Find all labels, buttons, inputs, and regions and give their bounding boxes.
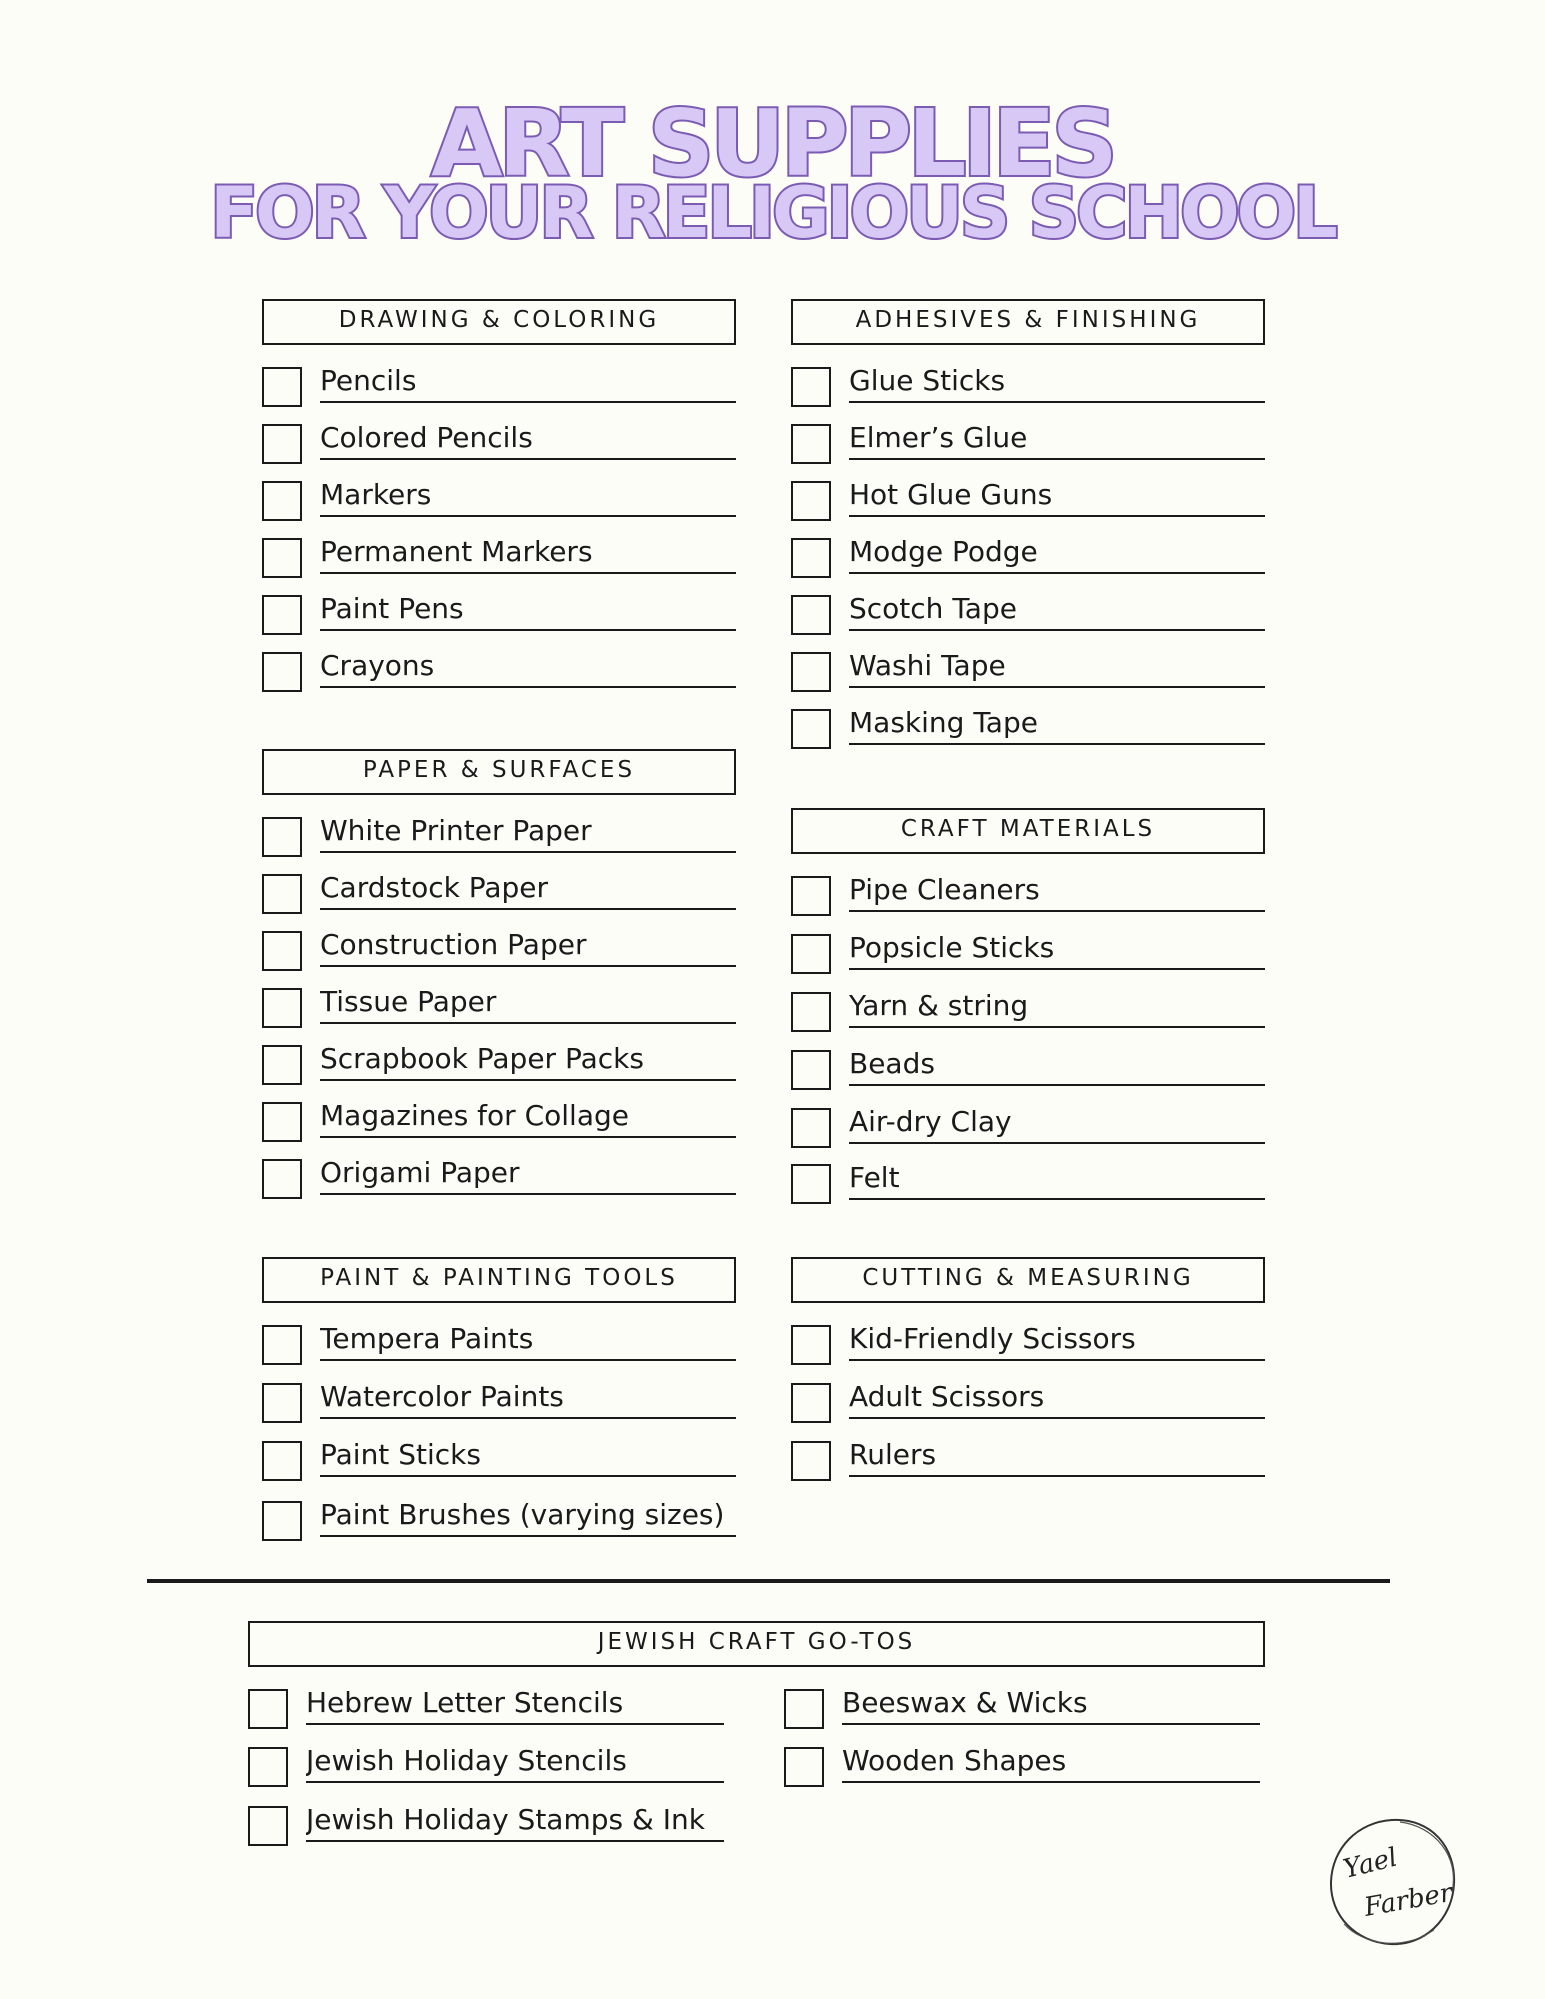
list-item — [248, 1737, 724, 1796]
item-label: Watercolor Paints — [320, 1377, 736, 1419]
checkbox[interactable] — [262, 1383, 302, 1423]
list-item — [791, 1315, 1265, 1373]
checkbox[interactable] — [791, 652, 831, 692]
list-item — [791, 357, 1265, 414]
list-item — [784, 1679, 1260, 1737]
checkbox[interactable] — [791, 1325, 831, 1365]
checkbox[interactable] — [262, 1325, 302, 1365]
checkbox[interactable] — [791, 481, 831, 521]
list-item — [262, 921, 736, 978]
item-label: Popsicle Sticks — [849, 928, 1265, 970]
checkbox[interactable] — [262, 1159, 302, 1199]
list-item — [262, 978, 736, 1035]
item-label: Pencils — [320, 361, 736, 403]
checkbox[interactable] — [262, 988, 302, 1028]
jewish-right-column — [784, 1679, 1260, 1796]
section-paint-tools — [262, 1257, 736, 1549]
list-item — [791, 585, 1265, 642]
section-header: PAINT & PAINTING TOOLS — [262, 1257, 736, 1303]
item-label: Washi Tape — [849, 646, 1265, 688]
item-label: Masking Tape — [849, 703, 1265, 745]
checkbox[interactable] — [262, 481, 302, 521]
jewish-left-column — [248, 1679, 724, 1854]
checkbox[interactable] — [791, 1108, 831, 1148]
list-item — [791, 1154, 1265, 1212]
list-item — [791, 1373, 1265, 1431]
item-label: Air-dry Clay — [849, 1102, 1265, 1144]
checkbox[interactable] — [262, 1441, 302, 1481]
section-header: JEWISH CRAFT GO-TOS — [248, 1621, 1265, 1667]
list-item — [262, 864, 736, 921]
checkbox[interactable] — [791, 367, 831, 407]
list-item — [262, 585, 736, 642]
item-label: Jewish Holiday Stencils — [306, 1741, 724, 1783]
checkbox[interactable] — [248, 1689, 288, 1729]
item-label: Beads — [849, 1044, 1265, 1086]
list-item — [791, 1431, 1265, 1489]
checkbox[interactable] — [791, 709, 831, 749]
checkbox[interactable] — [791, 424, 831, 464]
checkbox[interactable] — [262, 367, 302, 407]
section-craft-materials — [791, 808, 1265, 1212]
list-item — [262, 642, 736, 699]
item-label: Magazines for Collage — [320, 1096, 736, 1138]
item-label: Hebrew Letter Stencils — [306, 1683, 724, 1725]
list-item — [262, 1431, 736, 1491]
checkbox[interactable] — [791, 1383, 831, 1423]
checkbox[interactable] — [791, 1050, 831, 1090]
checkbox[interactable] — [262, 652, 302, 692]
title-line-1: ART SUPPLIES — [431, 90, 1114, 197]
checkbox[interactable] — [262, 595, 302, 635]
checkbox[interactable] — [262, 1102, 302, 1142]
checkbox[interactable] — [262, 1045, 302, 1085]
section-drawing-coloring — [262, 299, 736, 699]
item-label: Scotch Tape — [849, 589, 1265, 631]
list-item — [262, 357, 736, 414]
checkbox[interactable] — [262, 1501, 302, 1541]
item-label: Hot Glue Guns — [849, 475, 1265, 517]
checkbox[interactable] — [262, 538, 302, 578]
item-label: Origami Paper — [320, 1153, 736, 1195]
list-item — [791, 1098, 1265, 1154]
item-label: White Printer Paper — [320, 811, 736, 853]
checkbox[interactable] — [262, 931, 302, 971]
item-label: Markers — [320, 475, 736, 517]
list-item — [262, 1315, 736, 1373]
signature-first-name: Yael — [1340, 1842, 1401, 1885]
signature-last-name: Farber — [1362, 1877, 1455, 1923]
section-header: ADHESIVES & FINISHING — [791, 299, 1265, 345]
item-label: Paint Sticks — [320, 1435, 736, 1477]
item-label: Scrapbook Paper Packs — [320, 1039, 736, 1081]
item-label: Modge Podge — [849, 532, 1265, 574]
section-header: CRAFT MATERIALS — [791, 808, 1265, 854]
list-item — [791, 866, 1265, 924]
item-label: Paint Brushes (varying sizes) — [320, 1495, 736, 1537]
checkbox[interactable] — [791, 992, 831, 1032]
checkbox[interactable] — [784, 1689, 824, 1729]
list-item — [791, 414, 1265, 471]
item-label: Tissue Paper — [320, 982, 736, 1024]
list-item — [262, 414, 736, 471]
list-item — [791, 528, 1265, 585]
title-line-2: FOR YOUR RELIGIOUS SCHOOL — [210, 172, 1335, 254]
checkbox[interactable] — [262, 424, 302, 464]
checkbox[interactable] — [791, 538, 831, 578]
list-item — [791, 471, 1265, 528]
section-divider — [147, 1579, 1390, 1583]
signature-logo — [1322, 1812, 1462, 1952]
section-adhesives-finishing — [791, 299, 1265, 756]
item-label: Colored Pencils — [320, 418, 736, 460]
section-header: CUTTING & MEASURING — [791, 1257, 1265, 1303]
item-label: Permanent Markers — [320, 532, 736, 574]
item-label: Tempera Paints — [320, 1319, 736, 1361]
checkbox[interactable] — [791, 876, 831, 916]
list-item — [248, 1796, 724, 1854]
list-item — [262, 807, 736, 864]
list-item — [791, 699, 1265, 756]
item-label: Glue Sticks — [849, 361, 1265, 403]
checkbox[interactable] — [791, 1164, 831, 1204]
item-label: Elmer’s Glue — [849, 418, 1265, 460]
checkbox[interactable] — [791, 595, 831, 635]
item-label: Crayons — [320, 646, 736, 688]
checkbox[interactable] — [262, 874, 302, 914]
item-label: Jewish Holiday Stamps & Ink — [306, 1800, 724, 1842]
section-paper-surfaces — [262, 749, 736, 1206]
item-label: Yarn & string — [849, 986, 1265, 1028]
list-item — [262, 1491, 736, 1549]
list-item — [262, 1092, 736, 1149]
checkbox[interactable] — [248, 1806, 288, 1846]
list-item — [262, 1035, 736, 1092]
list-item — [791, 924, 1265, 982]
checkbox[interactable] — [791, 1441, 831, 1481]
item-label: Paint Pens — [320, 589, 736, 631]
item-label: Cardstock Paper — [320, 868, 736, 910]
list-item — [791, 1040, 1265, 1098]
section-header: DRAWING & COLORING — [262, 299, 736, 345]
section-header: PAPER & SURFACES — [262, 749, 736, 795]
item-label: Construction Paper — [320, 925, 736, 967]
item-label: Wooden Shapes — [842, 1741, 1260, 1783]
checkbox[interactable] — [262, 817, 302, 857]
item-label: Rulers — [849, 1435, 1265, 1477]
list-item — [262, 1373, 736, 1431]
item-label: Kid-Friendly Scissors — [849, 1319, 1265, 1361]
list-item — [791, 642, 1265, 699]
list-item — [791, 982, 1265, 1040]
checkbox[interactable] — [791, 934, 831, 974]
item-label: Beeswax & Wicks — [842, 1683, 1260, 1725]
list-item — [262, 471, 736, 528]
checkbox[interactable] — [248, 1747, 288, 1787]
item-label: Felt — [849, 1158, 1265, 1200]
list-item — [784, 1737, 1260, 1796]
section-jewish-craft — [248, 1621, 1265, 1667]
section-cutting-measuring — [791, 1257, 1265, 1489]
list-item — [262, 528, 736, 585]
item-label: Adult Scissors — [849, 1377, 1265, 1419]
item-label: Pipe Cleaners — [849, 870, 1265, 912]
checkbox[interactable] — [784, 1747, 824, 1787]
list-item — [248, 1679, 724, 1737]
list-item — [262, 1149, 736, 1206]
